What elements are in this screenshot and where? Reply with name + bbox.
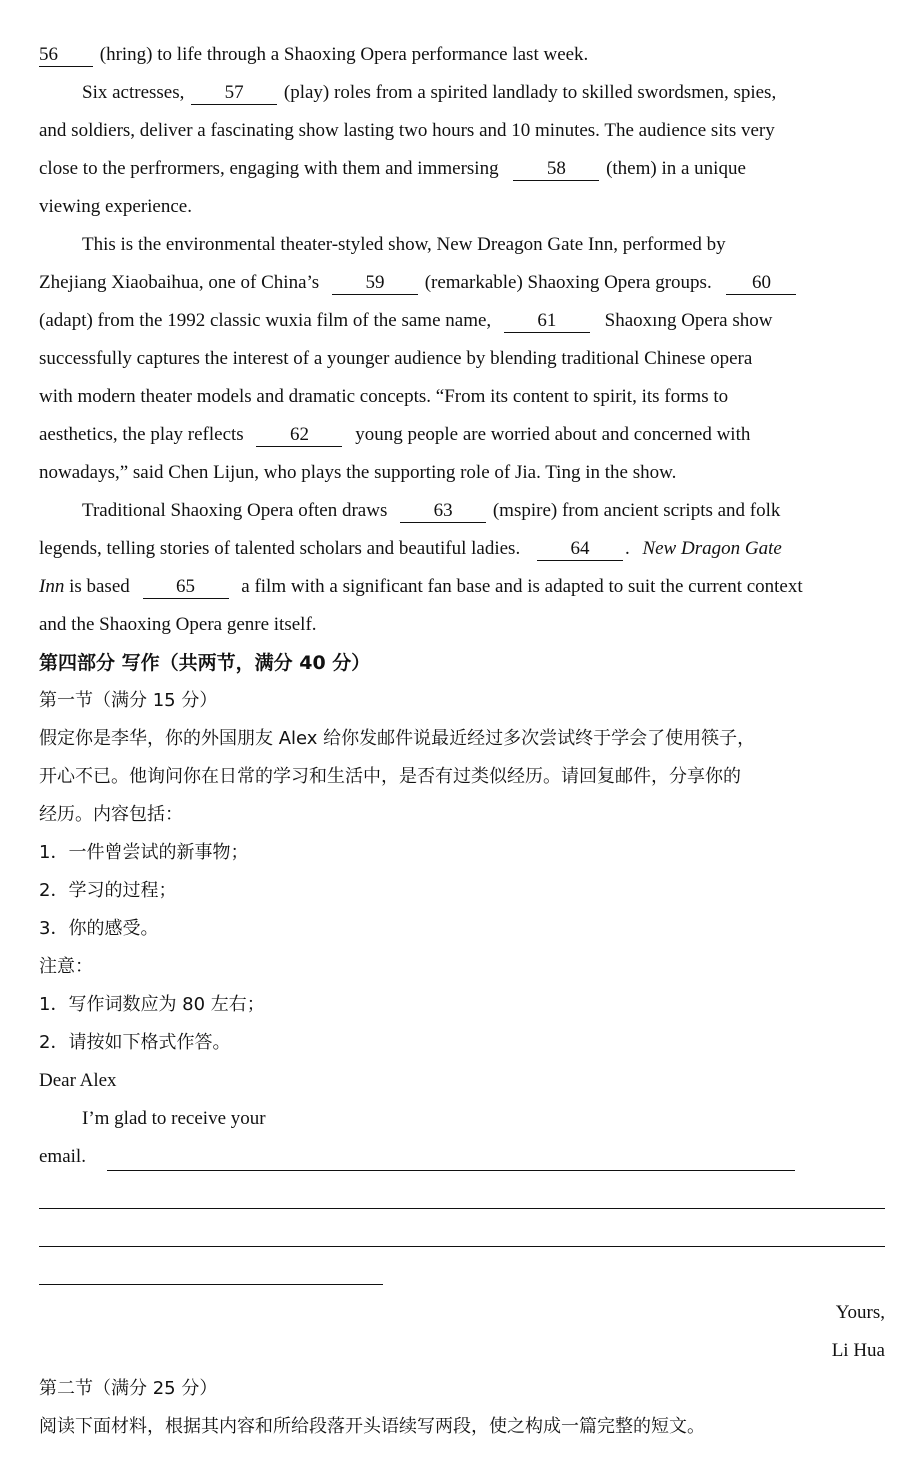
letter-opening: I’m glad to receive your (82, 1108, 266, 1129)
passage-line-16: and the Shaoxing Opera genre itself. (39, 614, 317, 635)
passage-line-14 (39, 530, 782, 568)
passage-line-6: This is the environmental theater-styled show, New Dreagon Gate Inn, performed by (82, 234, 726, 255)
passage-text: Six actresses, (82, 82, 185, 103)
passage-text: aesthetics, the play reflects (39, 424, 244, 445)
film-title: Inn (39, 576, 65, 597)
passage-text: Shaoxıng Opera show (604, 310, 773, 331)
prompt-line-1: 假定你是李华，你的外国朋友 Alex 给你发邮件说最近经过多次尝试终于学会了使用筷子， (39, 728, 756, 749)
note-item-1: 1．写作词数应为 80 左右； (39, 994, 265, 1015)
passage-text: Zhejiang Xiaobaihua, one of China’s (39, 272, 320, 293)
passage-text: . (624, 538, 630, 559)
passage-line-7 (39, 264, 798, 302)
blank-65[interactable]: 65 (143, 576, 229, 599)
blank-61[interactable]: 61 (504, 310, 590, 333)
content-item-3: 3．你的感受。 (39, 918, 159, 939)
passage-line-3: and soldiers, deliver a fascinating show lasting two hours and 10 minutes. The audience sits very (39, 120, 775, 141)
passage-text: Traditional Shaoxing Opera often draws (82, 500, 388, 521)
blank-64[interactable]: 64 (537, 538, 623, 561)
answer-line-4[interactable] (39, 1284, 383, 1285)
passage-text: a film with a significant fan base and is adapted to suit the current context (241, 576, 803, 597)
passage-line-5: viewing experience. (39, 196, 192, 217)
blank-56[interactable]: 56 (39, 44, 93, 67)
blank-57[interactable]: 57 (191, 82, 277, 105)
passage-line-15 (39, 568, 803, 606)
passage-text: (mspire) from ancient scripts and folk (492, 500, 781, 521)
note-item-2: 2．请按如下格式作答。 (39, 1032, 231, 1053)
passage-line-4 (39, 150, 746, 188)
passage-line-1 (39, 36, 588, 74)
passage-text: is based (69, 576, 130, 597)
passage-line-13 (82, 492, 780, 530)
section-2-title: 第二节（满分 25 分） (39, 1378, 218, 1399)
signature-name: Li Hua (831, 1340, 885, 1361)
answer-line-3[interactable] (39, 1246, 885, 1247)
passage-text: (adapt) from the 1992 classic wuxia film of the same name, (39, 310, 492, 331)
blank-60[interactable]: 60 (726, 272, 796, 295)
blank-63[interactable]: 63 (400, 500, 486, 523)
letter-email-word: email. (39, 1146, 86, 1167)
passage-text: legends, telling stories of talented scholars and beautiful ladies. (39, 538, 521, 559)
content-item-1: 1．一件曾尝试的新事物； (39, 842, 249, 863)
passage-text: close to the perfrormers, engaging with them and immersing (39, 158, 499, 179)
passage-text: young people are worried about and concerned with (355, 424, 751, 445)
section-2-instructions: 阅读下面材料，根据其内容和所给段落开头语续写两段，使之构成一篇完整的短文。 (39, 1416, 705, 1437)
passage-text: (remarkable) Shaoxing Opera groups. (424, 272, 712, 293)
content-item-2: 2．学习的过程； (39, 880, 177, 901)
passage-line-8 (39, 302, 772, 340)
blank-59[interactable]: 59 (332, 272, 418, 295)
section-1-title: 第一节（满分 15 分） (39, 690, 218, 711)
blank-62[interactable]: 62 (256, 424, 342, 447)
prompt-line-3: 经历。内容包括： (39, 804, 183, 825)
prompt-line-2: 开心不已。他询问你在日常的学习和生活中，是否有过类似经历。请回复邮件，分享你的 (39, 766, 741, 787)
passage-line-12: nowadays,” said Chen Lijun, who plays the supporting role of Jia. Ting in the show. (39, 462, 677, 483)
passage-line-10: with modern theater models and dramatic concepts. “From its content to spirit, its forms to (39, 386, 729, 407)
blank-58[interactable]: 58 (513, 158, 599, 181)
section-heading: 第四部分 写作（共两节，满分 40 分） (39, 652, 371, 674)
salutation: Dear Alex (39, 1070, 117, 1091)
passage-text: (them) in a unique (606, 158, 746, 179)
answer-line-2[interactable] (39, 1208, 885, 1209)
closing: Yours, (835, 1302, 885, 1323)
passage-text: (hring) to life through a Shaoxing Opera performance last week. (99, 44, 589, 65)
passage-line-2 (82, 74, 776, 112)
film-title: New Dragon Gate (642, 538, 782, 559)
answer-line-1[interactable] (107, 1170, 795, 1171)
note-label: 注意： (39, 956, 93, 977)
passage-line-11 (39, 416, 750, 454)
passage-line-9: successfully captures the interest of a younger audience by blending traditional Chinese opera (39, 348, 753, 369)
passage-text: (play) roles from a spirited landlady to skilled swordsmen, spies, (283, 82, 777, 103)
